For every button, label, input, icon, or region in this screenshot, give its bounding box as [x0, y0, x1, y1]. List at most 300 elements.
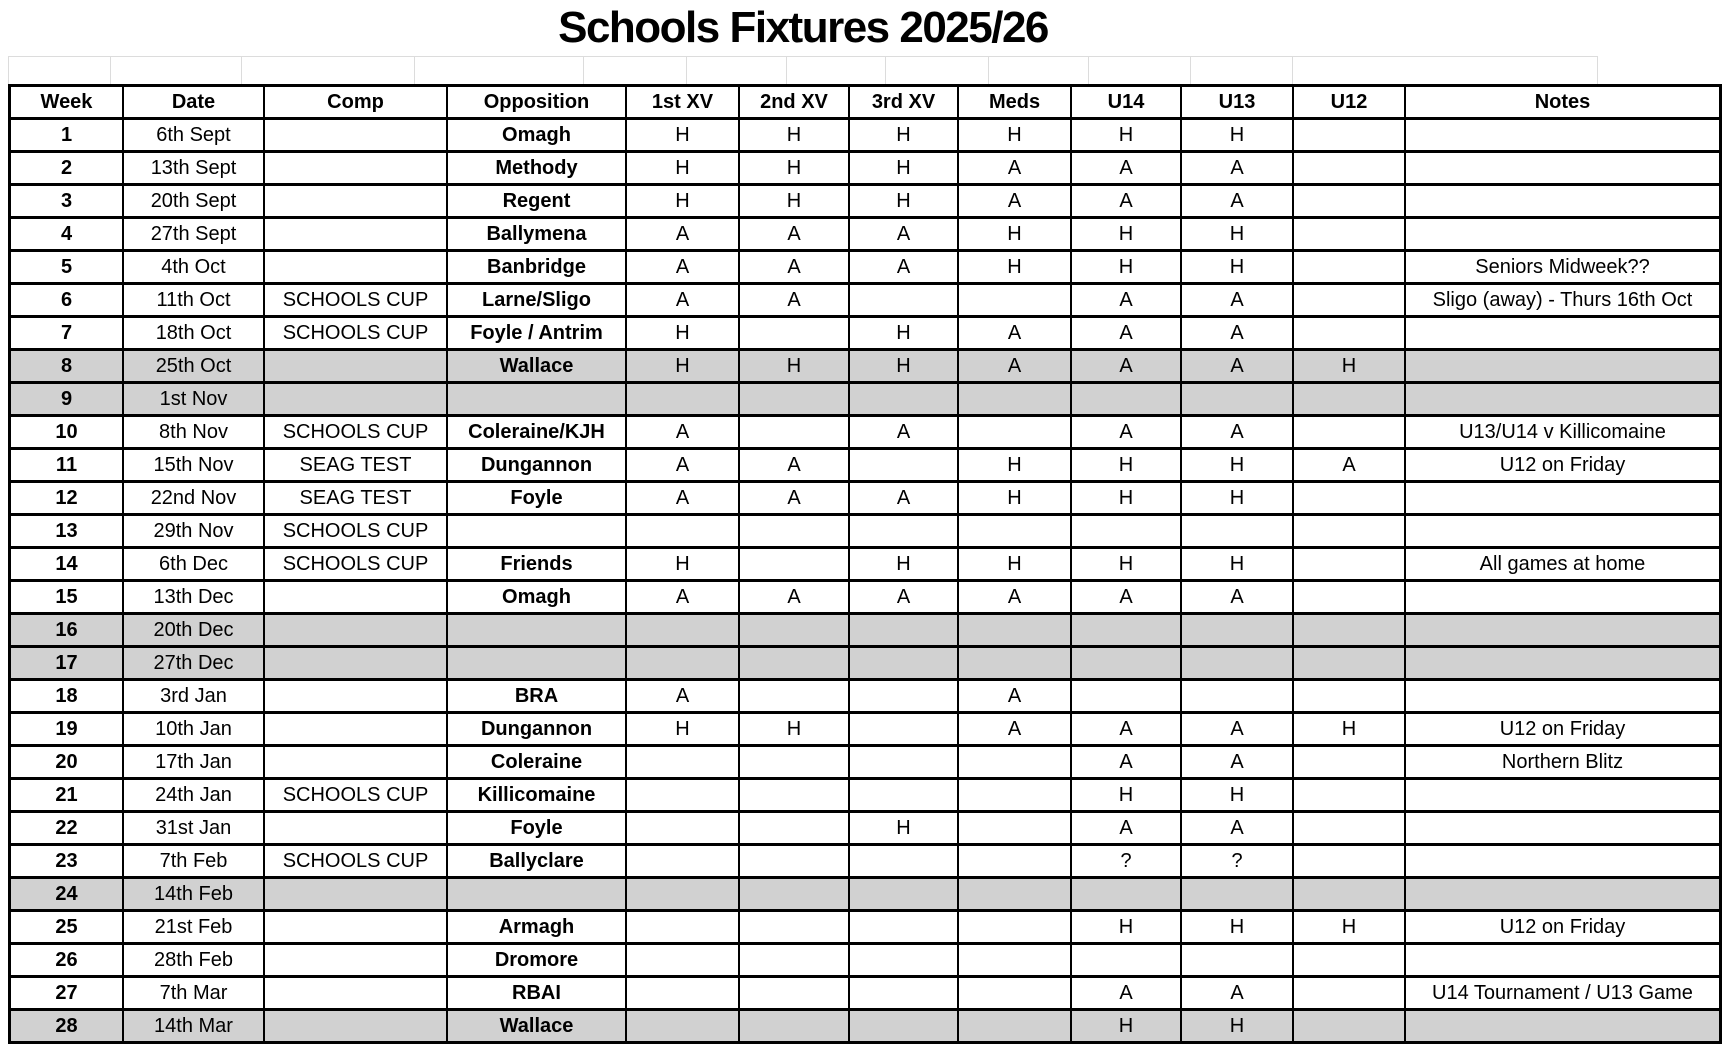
cell-xv2 — [739, 746, 849, 779]
cell-xv3 — [849, 1010, 958, 1043]
cell-xv2: A — [739, 449, 849, 482]
cell-meds: H — [958, 251, 1071, 284]
cell-xv2: A — [739, 482, 849, 515]
cell-date: 13th Dec — [123, 581, 264, 614]
cell-week: 27 — [10, 977, 124, 1010]
cell-u14: H — [1071, 779, 1181, 812]
cell-opposition: Dromore — [447, 944, 626, 977]
table-row — [10, 1010, 1721, 1043]
table-row — [10, 746, 1721, 779]
cell-xv3: A — [849, 482, 958, 515]
cell-xv2: H — [739, 119, 849, 152]
cell-date: 24th Jan — [123, 779, 264, 812]
cell-xv2: H — [739, 713, 849, 746]
cell-u12 — [1293, 845, 1405, 878]
cell-u14 — [1071, 614, 1181, 647]
cell-week: 18 — [10, 680, 124, 713]
cell-xv2 — [739, 944, 849, 977]
cell-u14: A — [1071, 746, 1181, 779]
cell-comp — [264, 119, 447, 152]
cell-u13 — [1181, 680, 1293, 713]
cell-opposition — [447, 878, 626, 911]
cell-meds — [958, 812, 1071, 845]
cell-date: 6th Sept — [123, 119, 264, 152]
cell-u14 — [1071, 680, 1181, 713]
cell-comp — [264, 614, 447, 647]
cell-u13: A — [1181, 581, 1293, 614]
cell-notes — [1405, 152, 1721, 185]
cell-week: 10 — [10, 416, 124, 449]
cell-meds — [958, 911, 1071, 944]
cell-xv2 — [739, 977, 849, 1010]
cell-xv1 — [626, 911, 739, 944]
cell-comp — [264, 746, 447, 779]
cell-xv3: H — [849, 548, 958, 581]
cell-u13: H — [1181, 779, 1293, 812]
cell-u13: A — [1181, 977, 1293, 1010]
cell-u14: H — [1071, 449, 1181, 482]
cell-u12 — [1293, 1010, 1405, 1043]
gridline-cell — [687, 57, 787, 84]
cell-u13: H — [1181, 1010, 1293, 1043]
gridline-cell — [1089, 57, 1191, 84]
cell-comp — [264, 911, 447, 944]
cell-u12 — [1293, 218, 1405, 251]
cell-opposition: Armagh — [447, 911, 626, 944]
cell-u14: A — [1071, 977, 1181, 1010]
cell-u14: A — [1071, 284, 1181, 317]
table-row — [10, 911, 1721, 944]
cell-xv3 — [849, 284, 958, 317]
cell-u12 — [1293, 812, 1405, 845]
cell-u13: H — [1181, 449, 1293, 482]
cell-opposition: Ballyclare — [447, 845, 626, 878]
cell-date: 14th Mar — [123, 1010, 264, 1043]
cell-u12 — [1293, 944, 1405, 977]
cell-xv1: H — [626, 548, 739, 581]
cell-xv2: H — [739, 152, 849, 185]
cell-notes: U14 Tournament / U13 Game — [1405, 977, 1721, 1010]
cell-meds — [958, 416, 1071, 449]
cell-notes — [1405, 878, 1721, 911]
cell-u12 — [1293, 284, 1405, 317]
cell-xv1 — [626, 1010, 739, 1043]
cell-u12 — [1293, 680, 1405, 713]
cell-opposition: Regent — [447, 185, 626, 218]
cell-u12 — [1293, 647, 1405, 680]
cell-meds: H — [958, 119, 1071, 152]
cell-u13: A — [1181, 812, 1293, 845]
gridline-cell — [1191, 57, 1293, 84]
cell-u14 — [1071, 515, 1181, 548]
cell-u14: H — [1071, 218, 1181, 251]
cell-meds: A — [958, 713, 1071, 746]
cell-xv2 — [739, 878, 849, 911]
cell-comp — [264, 581, 447, 614]
cell-week: 23 — [10, 845, 124, 878]
cell-meds — [958, 878, 1071, 911]
cell-xv3: H — [849, 317, 958, 350]
cell-date: 27th Sept — [123, 218, 264, 251]
column-header-comp: Comp — [264, 86, 447, 119]
cell-notes: U12 on Friday — [1405, 449, 1721, 482]
cell-xv1 — [626, 977, 739, 1010]
cell-comp — [264, 350, 447, 383]
cell-notes: U12 on Friday — [1405, 713, 1721, 746]
cell-comp: SCHOOLS CUP — [264, 284, 447, 317]
gridline-cell — [1293, 57, 1598, 84]
column-header-xv2: 2nd XV — [739, 86, 849, 119]
header-row — [10, 86, 1721, 119]
cell-opposition: Methody — [447, 152, 626, 185]
cell-u12 — [1293, 317, 1405, 350]
cell-notes: Seniors Midweek?? — [1405, 251, 1721, 284]
cell-date: 28th Feb — [123, 944, 264, 977]
table-row — [10, 878, 1721, 911]
table-row — [10, 779, 1721, 812]
cell-u12 — [1293, 482, 1405, 515]
cell-meds — [958, 284, 1071, 317]
cell-comp: SCHOOLS CUP — [264, 515, 447, 548]
cell-week: 6 — [10, 284, 124, 317]
cell-u12 — [1293, 878, 1405, 911]
cell-meds — [958, 746, 1071, 779]
cell-xv2 — [739, 647, 849, 680]
cell-u13: H — [1181, 251, 1293, 284]
column-header-xv1: 1st XV — [626, 86, 739, 119]
cell-notes — [1405, 1010, 1721, 1043]
table-row — [10, 944, 1721, 977]
cell-u13 — [1181, 647, 1293, 680]
gridline-cell — [415, 57, 584, 84]
cell-u13: H — [1181, 119, 1293, 152]
cell-date: 17th Jan — [123, 746, 264, 779]
cell-xv3 — [849, 713, 958, 746]
cell-u12: H — [1293, 713, 1405, 746]
cell-opposition — [447, 614, 626, 647]
cell-opposition: Foyle — [447, 482, 626, 515]
cell-meds: A — [958, 185, 1071, 218]
table-row — [10, 548, 1721, 581]
cell-meds — [958, 944, 1071, 977]
cell-u14: A — [1071, 317, 1181, 350]
cell-week: 15 — [10, 581, 124, 614]
cell-xv1: A — [626, 284, 739, 317]
cell-u12 — [1293, 581, 1405, 614]
cell-u14 — [1071, 944, 1181, 977]
cell-meds — [958, 614, 1071, 647]
cell-date: 10th Jan — [123, 713, 264, 746]
column-header-notes: Notes — [1405, 86, 1721, 119]
gridline-cell — [8, 57, 111, 84]
cell-date: 29th Nov — [123, 515, 264, 548]
cell-meds — [958, 1010, 1071, 1043]
cell-opposition: Dungannon — [447, 713, 626, 746]
cell-week: 21 — [10, 779, 124, 812]
cell-xv1: A — [626, 482, 739, 515]
cell-date: 13th Sept — [123, 152, 264, 185]
cell-u14: A — [1071, 185, 1181, 218]
cell-opposition: Foyle / Antrim — [447, 317, 626, 350]
cell-xv1 — [626, 812, 739, 845]
cell-xv1: A — [626, 416, 739, 449]
cell-xv2: A — [739, 581, 849, 614]
cell-xv2: A — [739, 251, 849, 284]
cell-xv1: H — [626, 119, 739, 152]
cell-meds: H — [958, 548, 1071, 581]
cell-week: 22 — [10, 812, 124, 845]
cell-u13: A — [1181, 713, 1293, 746]
cell-meds: A — [958, 581, 1071, 614]
cell-u12 — [1293, 746, 1405, 779]
cell-opposition: Omagh — [447, 119, 626, 152]
cell-u12 — [1293, 119, 1405, 152]
table-row — [10, 218, 1721, 251]
cell-u13: A — [1181, 317, 1293, 350]
cell-u13 — [1181, 515, 1293, 548]
cell-xv2 — [739, 812, 849, 845]
cell-xv3 — [849, 614, 958, 647]
cell-xv1: A — [626, 449, 739, 482]
gridline-spacer-row — [8, 56, 1598, 84]
cell-meds — [958, 779, 1071, 812]
cell-meds — [958, 383, 1071, 416]
cell-opposition: Wallace — [447, 1010, 626, 1043]
cell-date: 7th Mar — [123, 977, 264, 1010]
cell-notes — [1405, 845, 1721, 878]
table-row — [10, 845, 1721, 878]
cell-xv1: A — [626, 581, 739, 614]
cell-xv2: H — [739, 185, 849, 218]
cell-xv3 — [849, 845, 958, 878]
cell-u12 — [1293, 977, 1405, 1010]
cell-u14: A — [1071, 581, 1181, 614]
cell-xv2 — [739, 779, 849, 812]
cell-date: 4th Oct — [123, 251, 264, 284]
cell-notes — [1405, 614, 1721, 647]
cell-comp — [264, 680, 447, 713]
cell-comp: SEAG TEST — [264, 449, 447, 482]
cell-meds: A — [958, 317, 1071, 350]
cell-meds: H — [958, 218, 1071, 251]
cell-opposition: Coleraine/KJH — [447, 416, 626, 449]
gridline-cell — [989, 57, 1089, 84]
cell-xv1 — [626, 944, 739, 977]
cell-xv3 — [849, 746, 958, 779]
cell-notes — [1405, 581, 1721, 614]
cell-u12 — [1293, 383, 1405, 416]
cell-date: 6th Dec — [123, 548, 264, 581]
cell-week: 25 — [10, 911, 124, 944]
cell-xv1: A — [626, 218, 739, 251]
cell-u13: A — [1181, 350, 1293, 383]
cell-u14: A — [1071, 350, 1181, 383]
cell-xv3: H — [849, 185, 958, 218]
cell-notes — [1405, 317, 1721, 350]
cell-u13: A — [1181, 416, 1293, 449]
cell-xv3: H — [849, 812, 958, 845]
cell-xv2 — [739, 614, 849, 647]
cell-week: 19 — [10, 713, 124, 746]
cell-date: 18th Oct — [123, 317, 264, 350]
cell-notes: All games at home — [1405, 548, 1721, 581]
column-header-u13: U13 — [1181, 86, 1293, 119]
gridline-cell — [584, 57, 687, 84]
column-header-opposition: Opposition — [447, 86, 626, 119]
cell-opposition: Larne/Sligo — [447, 284, 626, 317]
cell-comp: SCHOOLS CUP — [264, 845, 447, 878]
cell-date: 8th Nov — [123, 416, 264, 449]
cell-week: 13 — [10, 515, 124, 548]
cell-u14: H — [1071, 548, 1181, 581]
cell-xv3: H — [849, 119, 958, 152]
cell-date: 15th Nov — [123, 449, 264, 482]
cell-xv3 — [849, 977, 958, 1010]
cell-u13: A — [1181, 746, 1293, 779]
cell-comp — [264, 185, 447, 218]
cell-xv3 — [849, 779, 958, 812]
cell-notes — [1405, 647, 1721, 680]
cell-opposition — [447, 515, 626, 548]
cell-week: 9 — [10, 383, 124, 416]
cell-meds: H — [958, 449, 1071, 482]
cell-date: 20th Sept — [123, 185, 264, 218]
cell-u13 — [1181, 878, 1293, 911]
cell-week: 2 — [10, 152, 124, 185]
cell-xv3 — [849, 878, 958, 911]
column-header-u12: U12 — [1293, 86, 1405, 119]
cell-u12 — [1293, 251, 1405, 284]
cell-comp — [264, 944, 447, 977]
table-row — [10, 416, 1721, 449]
cell-xv1: H — [626, 350, 739, 383]
cell-notes: Northern Blitz — [1405, 746, 1721, 779]
cell-comp: SCHOOLS CUP — [264, 416, 447, 449]
cell-xv1: H — [626, 713, 739, 746]
table-row — [10, 482, 1721, 515]
table-row — [10, 383, 1721, 416]
cell-xv1 — [626, 614, 739, 647]
cell-comp: SEAG TEST — [264, 482, 447, 515]
cell-meds: A — [958, 680, 1071, 713]
cell-week: 1 — [10, 119, 124, 152]
cell-week: 3 — [10, 185, 124, 218]
cell-u14: H — [1071, 482, 1181, 515]
table-row — [10, 977, 1721, 1010]
cell-notes — [1405, 515, 1721, 548]
table-row — [10, 119, 1721, 152]
cell-comp — [264, 647, 447, 680]
cell-comp — [264, 713, 447, 746]
cell-date: 25th Oct — [123, 350, 264, 383]
cell-week: 5 — [10, 251, 124, 284]
cell-week: 8 — [10, 350, 124, 383]
cell-u14: A — [1071, 416, 1181, 449]
cell-comp — [264, 251, 447, 284]
cell-xv3: H — [849, 152, 958, 185]
cell-u12 — [1293, 185, 1405, 218]
cell-xv1: H — [626, 185, 739, 218]
cell-u12 — [1293, 416, 1405, 449]
cell-date: 27th Dec — [123, 647, 264, 680]
cell-date: 11th Oct — [123, 284, 264, 317]
table-row — [10, 449, 1721, 482]
cell-xv3 — [849, 647, 958, 680]
cell-u14: A — [1071, 713, 1181, 746]
cell-date: 7th Feb — [123, 845, 264, 878]
cell-date: 21st Feb — [123, 911, 264, 944]
cell-notes: U12 on Friday — [1405, 911, 1721, 944]
cell-xv1: A — [626, 251, 739, 284]
cell-notes — [1405, 944, 1721, 977]
cell-opposition: BRA — [447, 680, 626, 713]
cell-xv2 — [739, 317, 849, 350]
table-row — [10, 713, 1721, 746]
cell-u13: A — [1181, 284, 1293, 317]
cell-xv2 — [739, 1010, 849, 1043]
cell-u12: H — [1293, 911, 1405, 944]
cell-opposition: RBAI — [447, 977, 626, 1010]
cell-u14: H — [1071, 911, 1181, 944]
cell-opposition: Foyle — [447, 812, 626, 845]
cell-xv1 — [626, 878, 739, 911]
cell-opposition: Coleraine — [447, 746, 626, 779]
table-row — [10, 515, 1721, 548]
cell-date: 1st Nov — [123, 383, 264, 416]
cell-meds — [958, 515, 1071, 548]
cell-notes — [1405, 185, 1721, 218]
cell-notes — [1405, 383, 1721, 416]
cell-u13 — [1181, 944, 1293, 977]
gridline-cell — [787, 57, 886, 84]
cell-xv1: H — [626, 152, 739, 185]
cell-comp — [264, 218, 447, 251]
cell-opposition: Banbridge — [447, 251, 626, 284]
cell-week: 24 — [10, 878, 124, 911]
cell-xv1: H — [626, 317, 739, 350]
cell-comp — [264, 812, 447, 845]
cell-u12 — [1293, 152, 1405, 185]
cell-u12: A — [1293, 449, 1405, 482]
cell-u13 — [1181, 614, 1293, 647]
cell-xv1: A — [626, 680, 739, 713]
gridline-cell — [886, 57, 989, 84]
cell-xv3: A — [849, 218, 958, 251]
cell-week: 14 — [10, 548, 124, 581]
cell-xv2 — [739, 416, 849, 449]
cell-u14: A — [1071, 152, 1181, 185]
table-row — [10, 284, 1721, 317]
cell-notes — [1405, 119, 1721, 152]
cell-week: 11 — [10, 449, 124, 482]
cell-comp — [264, 977, 447, 1010]
cell-u12 — [1293, 779, 1405, 812]
cell-xv1 — [626, 845, 739, 878]
cell-meds: A — [958, 350, 1071, 383]
cell-opposition — [447, 647, 626, 680]
table-row — [10, 350, 1721, 383]
table-row — [10, 680, 1721, 713]
cell-comp — [264, 1010, 447, 1043]
cell-week: 4 — [10, 218, 124, 251]
cell-u14: H — [1071, 251, 1181, 284]
table-row — [10, 614, 1721, 647]
cell-opposition: Ballymena — [447, 218, 626, 251]
cell-xv2 — [739, 383, 849, 416]
column-header-xv3: 3rd XV — [849, 86, 958, 119]
cell-u13 — [1181, 383, 1293, 416]
cell-u13: H — [1181, 548, 1293, 581]
